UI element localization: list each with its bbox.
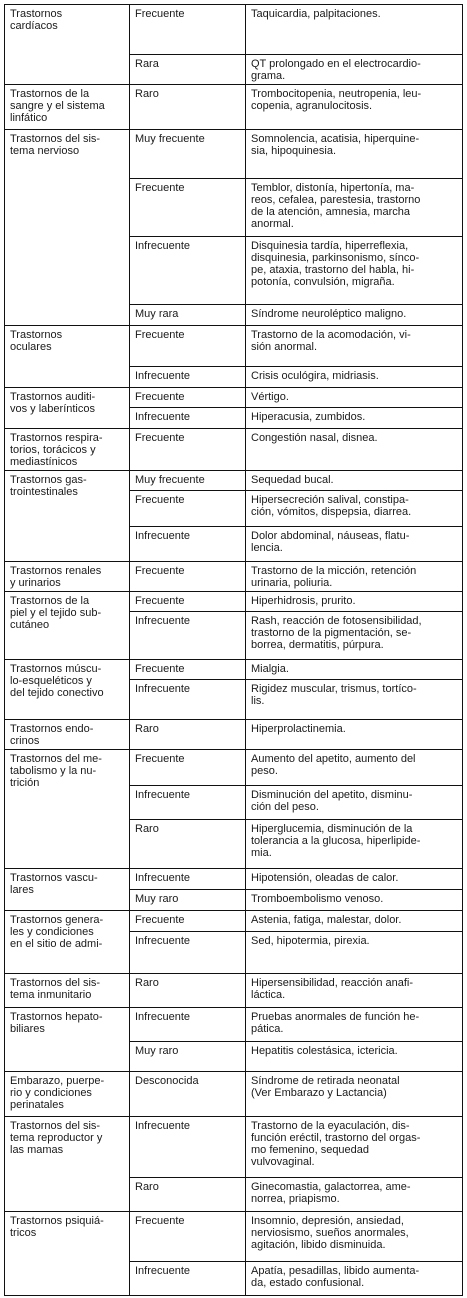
organ-system-cell: Trastornos del me- tabolismo y la nu- trición xyxy=(5,750,130,869)
adverse-effect-cell: Hiperhidrosis, prurito. xyxy=(246,592,463,612)
frequency-cell: Frecuente xyxy=(130,5,246,55)
frequency-cell: Muy rara xyxy=(130,305,246,326)
frequency-cell: Infrecuente xyxy=(130,1117,246,1178)
frequency-cell: Infrecuente xyxy=(130,527,246,562)
frequency-cell: Muy frecuente xyxy=(130,130,246,179)
organ-system-cell: Trastornos del sis- tema inmunitario xyxy=(5,974,130,1008)
adverse-effect-cell: Temblor, distonía, hipertonía, ma- reos, cefalea, parestesia, trastorno de la atención, amnesia, marcha anormal. xyxy=(246,179,463,237)
table-row xyxy=(5,1008,463,1042)
organ-system-cell: Trastornos vascu- lares xyxy=(5,869,130,911)
frequency-cell: Raro xyxy=(130,974,246,1008)
table-row xyxy=(5,974,463,1008)
adverse-effect-cell: Sequedad bucal. xyxy=(246,471,463,491)
adverse-effect-cell: QT prolongado en el electrocardio- grama. xyxy=(246,55,463,85)
organ-system-cell: Trastornos del sis- tema nervioso xyxy=(5,130,130,326)
adverse-effect-cell: Disminución del apetito, disminu- ción del peso. xyxy=(246,786,463,820)
adverse-effect-cell: Apatía, pesadillas, libido aumenta- da, estado confusional. xyxy=(246,1262,463,1296)
frequency-cell: Frecuente xyxy=(130,1212,246,1262)
frequency-cell: Frecuente xyxy=(130,179,246,237)
table-row xyxy=(5,869,463,890)
table-row xyxy=(5,1117,463,1178)
adverse-effect-cell: Trastorno de la eyaculación, dis- función eréctil, trastorno del orgas- mo femenino, sequedad vulvovaginal. xyxy=(246,1117,463,1178)
frequency-cell: Rara xyxy=(130,55,246,85)
table-row xyxy=(5,388,463,408)
table-row xyxy=(5,660,463,680)
frequency-cell: Infrecuente xyxy=(130,408,246,429)
frequency-cell: Raro xyxy=(130,1178,246,1212)
organ-system-cell: Trastornos genera- les y condiciones en el sitio de admi- xyxy=(5,911,130,974)
adverse-effects-table-body xyxy=(5,5,463,1296)
frequency-cell: Raro xyxy=(130,820,246,869)
adverse-effect-cell: Hiperacusia, zumbidos. xyxy=(246,408,463,429)
table-row xyxy=(5,562,463,592)
adverse-effect-cell: Hiperprolactinemia. xyxy=(246,720,463,750)
frequency-cell: Frecuente xyxy=(130,491,246,527)
adverse-effect-cell: Ginecomastia, galactorrea, ame- norrea, priapismo. xyxy=(246,1178,463,1212)
organ-system-cell: Trastornos de la sangre y el sistema linfático xyxy=(5,85,130,130)
frequency-cell: Infrecuente xyxy=(130,869,246,890)
frequency-cell: Muy raro xyxy=(130,890,246,911)
adverse-effect-cell: Trastorno de la acomodación, vi- sión anormal. xyxy=(246,326,463,367)
organ-system-cell: Embarazo, puerpe- rio y condiciones perinatales xyxy=(5,1072,130,1117)
organ-system-cell: Trastornos renales y urinarios xyxy=(5,562,130,592)
frequency-cell: Infrecuente xyxy=(130,680,246,720)
table-row xyxy=(5,85,463,130)
adverse-effect-cell: Hipotensión, oleadas de calor. xyxy=(246,869,463,890)
adverse-effect-cell: Rigidez muscular, trismus, tortíco- lis. xyxy=(246,680,463,720)
organ-system-cell: Trastornos psiquiá- tricos xyxy=(5,1212,130,1296)
adverse-effect-cell: Pruebas anormales de función he- pática. xyxy=(246,1008,463,1042)
adverse-effect-cell: Trombocitopenia, neutropenia, leu- copenia, agranulocitosis. xyxy=(246,85,463,130)
frequency-cell: Frecuente xyxy=(130,660,246,680)
table-row xyxy=(5,750,463,786)
frequency-cell: Muy frecuente xyxy=(130,471,246,491)
table-row xyxy=(5,1212,463,1262)
table-row xyxy=(5,429,463,471)
frequency-cell: Frecuente xyxy=(130,326,246,367)
frequency-cell: Infrecuente xyxy=(130,932,246,974)
table-row xyxy=(5,592,463,612)
frequency-cell: Frecuente xyxy=(130,429,246,471)
organ-system-cell: Trastornos gas- trointestinales xyxy=(5,471,130,562)
table-row xyxy=(5,326,463,367)
frequency-cell: Frecuente xyxy=(130,750,246,786)
table-row xyxy=(5,471,463,491)
frequency-cell: Infrecuente xyxy=(130,237,246,305)
organ-system-cell: Trastornos oculares xyxy=(5,326,130,388)
table-row xyxy=(5,1072,463,1117)
organ-system-cell: Trastornos auditi- vos y laberínticos xyxy=(5,388,130,429)
adverse-effect-cell: Hiperglucemia, disminución de la tolerancia a la glucosa, hiperlipide- mia. xyxy=(246,820,463,869)
adverse-effect-cell: Mialgia. xyxy=(246,660,463,680)
adverse-effect-cell: Disquinesia tardía, hiperreflexia, disquinesia, parkinsonismo, sínco- pe, ataxia, trastorno del habla, hi- potonía, convulsión, migraña. xyxy=(246,237,463,305)
adverse-effect-cell: Dolor abdominal, náuseas, flatu- lencia. xyxy=(246,527,463,562)
table-row xyxy=(5,911,463,932)
adverse-effect-cell: Rash, reacción de fotosensibilidad, trastorno de la pigmentación, se- borrea, dermatitis, púrpura. xyxy=(246,612,463,660)
adverse-effect-cell: Crisis oculógira, midriasis. xyxy=(246,367,463,388)
adverse-effect-cell: Hipersensibilidad, reacción anafi- láctica. xyxy=(246,974,463,1008)
adverse-effect-cell: Insomnio, depresión, ansiedad, nerviosismo, sueños anormales, agitación, libido disminuida. xyxy=(246,1212,463,1262)
frequency-cell: Frecuente xyxy=(130,562,246,592)
adverse-effect-cell: Vértigo. xyxy=(246,388,463,408)
organ-system-cell: Trastornos endo- crinos xyxy=(5,720,130,750)
adverse-effect-cell: Hepatitis colestásica, ictericia. xyxy=(246,1042,463,1072)
adverse-effect-cell: Congestión nasal, disnea. xyxy=(246,429,463,471)
frequency-cell: Frecuente xyxy=(130,592,246,612)
frequency-cell: Infrecuente xyxy=(130,612,246,660)
organ-system-cell: Trastornos de la piel y el tejido sub- cutáneo xyxy=(5,592,130,660)
organ-system-cell: Trastornos del sis- tema reproductor y las mamas xyxy=(5,1117,130,1212)
frequency-cell: Desconocida xyxy=(130,1072,246,1117)
frequency-cell: Infrecuente xyxy=(130,1008,246,1042)
frequency-cell: Infrecuente xyxy=(130,786,246,820)
adverse-effect-cell: Somnolencia, acatisia, hiperquine- sia, hipoquinesia. xyxy=(246,130,463,179)
adverse-effect-cell: Aumento del apetito, aumento del peso. xyxy=(246,750,463,786)
frequency-cell: Frecuente xyxy=(130,911,246,932)
adverse-effect-cell: Sed, hipotermia, pirexia. xyxy=(246,932,463,974)
adverse-effect-cell: Tromboembolismo venoso. xyxy=(246,890,463,911)
adverse-effect-cell: Hipersecreción salival, constipa- ción, vómitos, dispepsia, diarrea. xyxy=(246,491,463,527)
organ-system-cell: Trastornos múscu- lo-esqueléticos y del tejido conectivo xyxy=(5,660,130,720)
table-row xyxy=(5,720,463,750)
organ-system-cell: Trastornos cardíacos xyxy=(5,5,130,85)
table-row xyxy=(5,5,463,55)
organ-system-cell: Trastornos hepato- biliares xyxy=(5,1008,130,1072)
adverse-effect-cell: Astenia, fatiga, malestar, dolor. xyxy=(246,911,463,932)
frequency-cell: Muy raro xyxy=(130,1042,246,1072)
frequency-cell: Raro xyxy=(130,720,246,750)
frequency-cell: Infrecuente xyxy=(130,367,246,388)
adverse-effects-table xyxy=(4,4,463,1296)
frequency-cell: Raro xyxy=(130,85,246,130)
adverse-effect-cell: Síndrome de retirada neonatal (Ver Embarazo y Lactancia) xyxy=(246,1072,463,1117)
organ-system-cell: Trastornos respira- torios, torácicos y mediastínicos xyxy=(5,429,130,471)
frequency-cell: Infrecuente xyxy=(130,1262,246,1296)
adverse-effect-cell: Taquicardia, palpitaciones. xyxy=(246,5,463,55)
adverse-effect-cell: Síndrome neuroléptico maligno. xyxy=(246,305,463,326)
frequency-cell: Frecuente xyxy=(130,388,246,408)
adverse-effect-cell: Trastorno de la micción, retención urinaria, poliuria. xyxy=(246,562,463,592)
table-row xyxy=(5,130,463,179)
